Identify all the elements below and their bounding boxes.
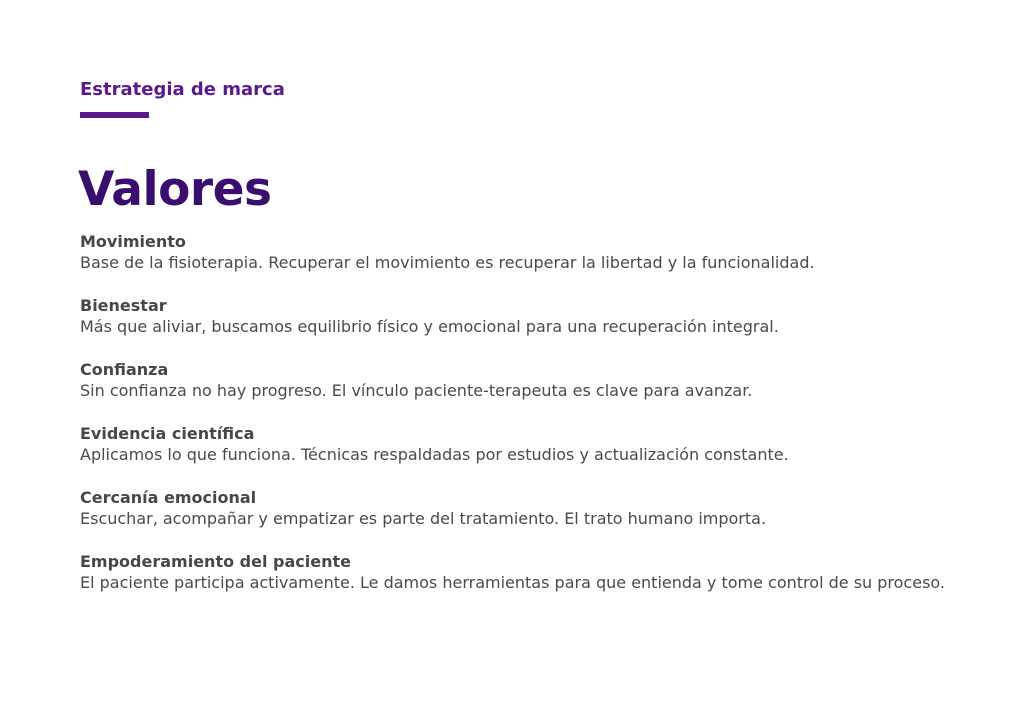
- value-description: El paciente participa activamente. Le damos herramientas para que entienda y tome control de su proceso.: [80, 573, 945, 592]
- value-description: Base de la fisioterapia. Recuperar el movimiento es recuperar la libertad y la funcionalidad.: [80, 253, 815, 272]
- section-underline: [80, 112, 149, 118]
- value-name: Confianza: [80, 360, 169, 379]
- value-description: Aplicamos lo que funciona. Técnicas respaldadas por estudios y actualización constante.: [80, 445, 789, 464]
- value-item-movimiento: [80, 231, 950, 274]
- value-description: Escuchar, acompañar y empatizar es parte del tratamiento. El trato humano importa.: [80, 509, 767, 528]
- section-label: Estrategia de marca: [80, 79, 285, 100]
- value-name: Movimiento: [80, 232, 186, 251]
- value-name: Evidencia científica: [80, 424, 255, 443]
- values-list: [80, 231, 950, 615]
- value-item-confianza: [80, 359, 950, 402]
- value-item-bienestar: [80, 295, 950, 338]
- value-item-cercania-emocional: [80, 487, 950, 530]
- value-item-evidencia-cientifica: [80, 423, 950, 466]
- value-description: Más que aliviar, buscamos equilibrio físico y emocional para una recuperación integral.: [80, 317, 779, 336]
- value-description: Sin confianza no hay progreso. El vínculo paciente-terapeuta es clave para avanzar.: [80, 381, 753, 400]
- value-name: Cercanía emocional: [80, 488, 257, 507]
- value-name: Empoderamiento del paciente: [80, 552, 351, 571]
- value-name: Bienestar: [80, 296, 167, 315]
- page-title: Valores: [78, 162, 272, 217]
- value-item-empoderamiento-del-paciente: [80, 551, 950, 594]
